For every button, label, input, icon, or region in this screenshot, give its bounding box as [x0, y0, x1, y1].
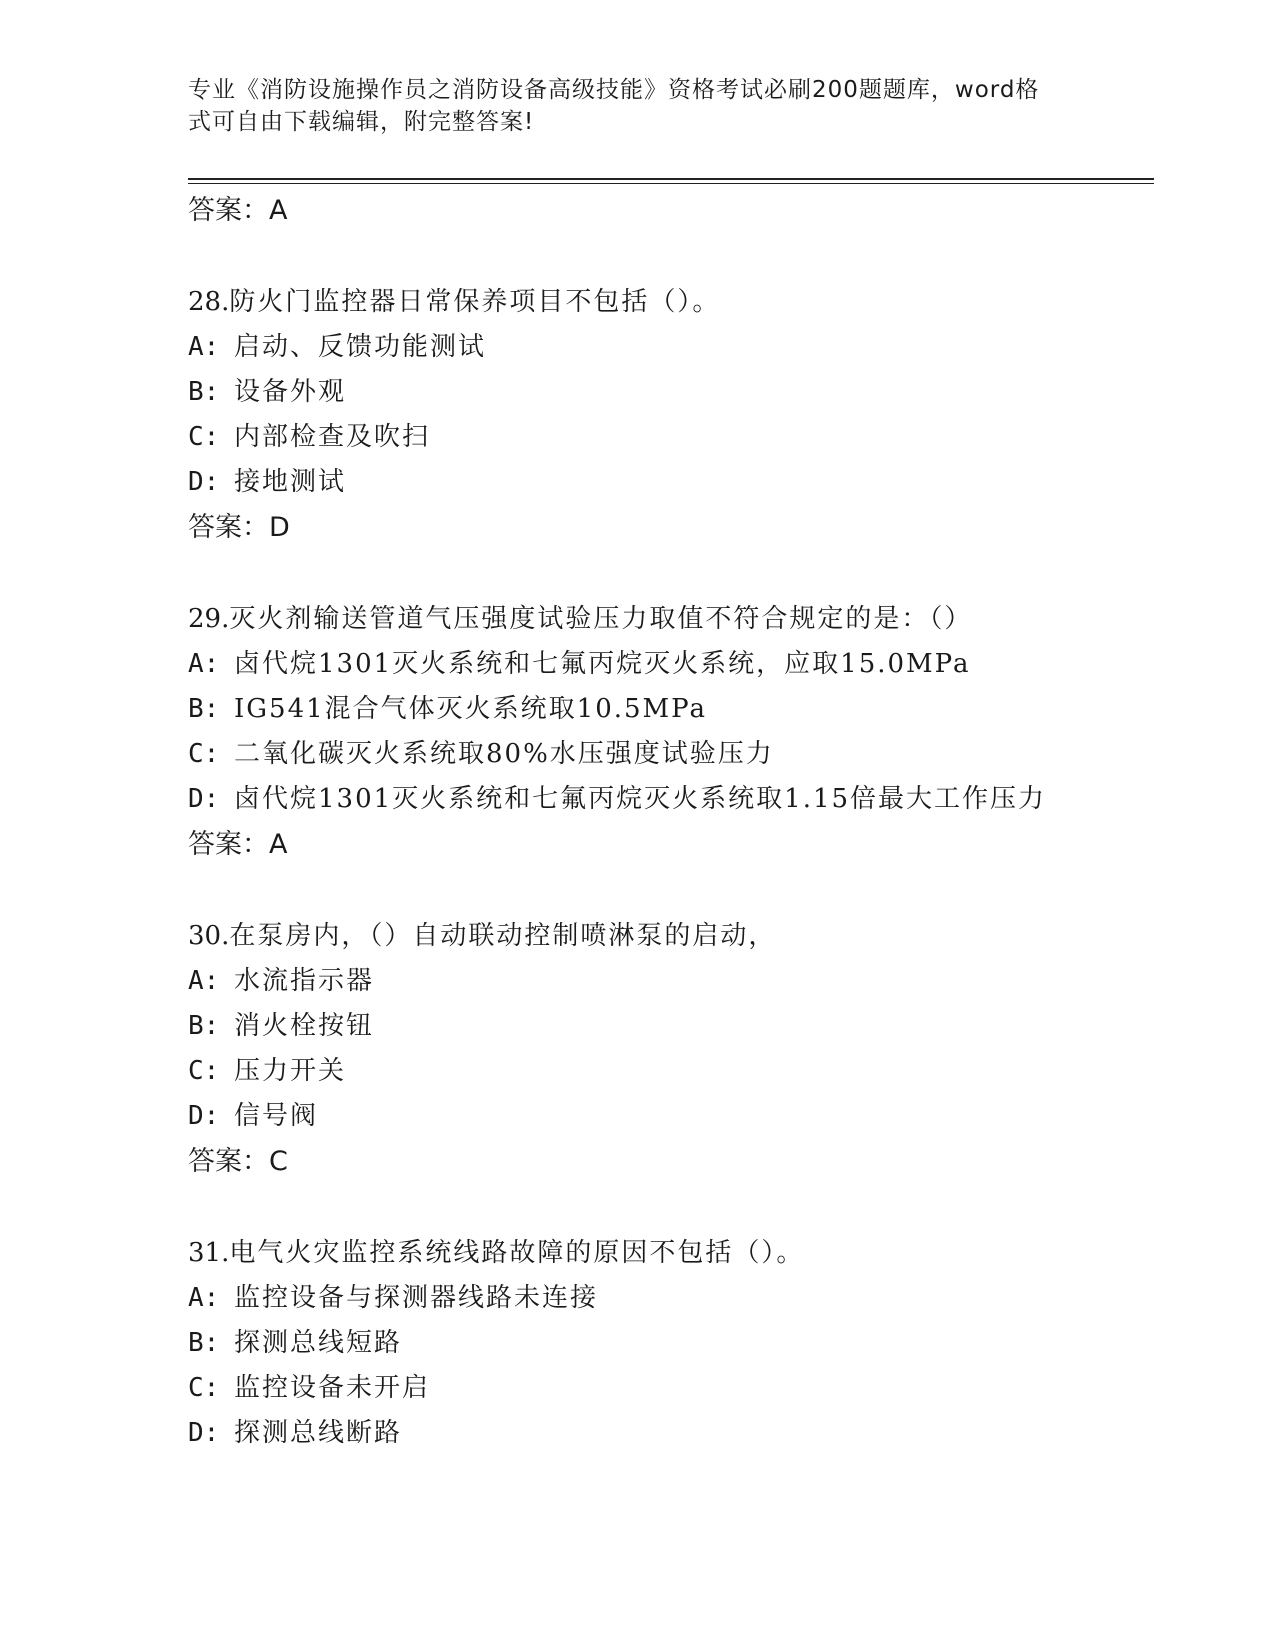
option-letter: D: [188, 784, 220, 814]
answer-line [188, 1139, 1148, 1184]
answer-prefix: 答案： [188, 1146, 269, 1177]
option-text: 探测总线短路 [234, 1328, 403, 1358]
option-letter: A: [188, 649, 220, 679]
option-line [188, 777, 1148, 822]
option-text: 设备外观 [234, 377, 347, 407]
option-text: 内部检查及吹扫 [234, 422, 431, 452]
header-line-2: 式可自由下载编辑，附完整答案! [188, 109, 535, 135]
option-text: 探测总线断路 [234, 1418, 403, 1448]
answer-prefix: 答案： [188, 195, 269, 226]
option-letter: B: [188, 377, 220, 407]
option-line [188, 959, 1148, 1004]
option-letter: D: [188, 467, 220, 497]
option-text: 卤代烷1301灭火系统和七氟丙烷灭火系统，应取15.0MPa [234, 649, 971, 679]
option-letter: D: [188, 1418, 220, 1448]
question-number: 31. [188, 1238, 230, 1268]
question-number: 28. [188, 287, 230, 317]
question-text: 电气火灾监控系统线路故障的原因不包括（）。 [229, 1238, 805, 1268]
spacer [188, 1184, 1148, 1231]
document-header [188, 74, 1068, 138]
option-letter: A: [188, 332, 220, 362]
option-text: 监控设备与探测器线路未连接 [234, 1283, 599, 1313]
answer-value: A [269, 195, 288, 226]
option-line [188, 1094, 1148, 1139]
spacer [188, 550, 1148, 597]
question-text: 防火门监控器日常保养项目不包括（）。 [229, 287, 721, 317]
spacer [188, 233, 1148, 280]
option-line [188, 1049, 1148, 1094]
option-letter: B: [188, 1011, 220, 1041]
option-text: 监控设备未开启 [234, 1373, 431, 1403]
option-line [188, 415, 1148, 460]
question-stem [188, 280, 1148, 325]
question-stem [188, 597, 1148, 642]
option-letter: C: [188, 739, 220, 769]
answer-value: C [269, 1146, 288, 1177]
question-number: 29. [188, 604, 230, 634]
option-line [188, 1321, 1148, 1366]
question-block [188, 280, 1148, 550]
option-letter: B: [188, 694, 220, 724]
option-letter: C: [188, 422, 220, 452]
option-text: 水流指示器 [234, 966, 375, 996]
option-letter: C: [188, 1056, 220, 1086]
option-line [188, 1004, 1148, 1049]
option-line [188, 1366, 1148, 1411]
option-text: 压力开关 [234, 1056, 347, 1086]
answer-line [188, 505, 1148, 550]
answer-prefix: 答案： [188, 512, 269, 543]
option-line [188, 460, 1148, 505]
question-stem [188, 1231, 1148, 1276]
option-letter: C: [188, 1373, 220, 1403]
question-text: 灭火剂输送管道气压强度试验压力取值不符合规定的是：（） [229, 604, 973, 634]
option-text: 二氧化碳灭火系统取80%水压强度试验压力 [234, 739, 774, 769]
option-line [188, 370, 1148, 415]
option-line [188, 1411, 1148, 1456]
question-stem [188, 914, 1148, 959]
header-divider-thick [188, 178, 1154, 180]
answer-value: D [269, 512, 290, 543]
question-block [188, 597, 1148, 867]
option-line [188, 687, 1148, 732]
question-list [188, 188, 1148, 1456]
question-text: 在泵房内，（）自动联动控制喷淋泵的启动， [229, 921, 777, 951]
option-letter: A: [188, 966, 220, 996]
question-block [188, 914, 1148, 1184]
answer-line [188, 188, 1148, 233]
option-text: 信号阀 [234, 1101, 319, 1131]
answer-line [188, 822, 1148, 867]
option-line [188, 732, 1148, 777]
option-letter: B: [188, 1328, 220, 1358]
option-text: 卤代烷1301灭火系统和七氟丙烷灭火系统取1.15倍最大工作压力 [234, 784, 1047, 814]
option-text: 启动、反馈功能测试 [234, 332, 487, 362]
option-letter: A: [188, 1283, 220, 1313]
answer-prefix: 答案： [188, 829, 269, 860]
spacer [188, 867, 1148, 914]
option-letter: D: [188, 1101, 220, 1131]
option-text: 接地测试 [234, 467, 347, 497]
question-number: 30. [188, 921, 230, 951]
option-line [188, 325, 1148, 370]
option-line [188, 1276, 1148, 1321]
header-divider-thin [188, 183, 1154, 184]
header-line-1: 专业《消防设施操作员之消防设备高级技能》资格考试必刷200题题库，word格 [188, 77, 1040, 103]
question-block [188, 1231, 1148, 1456]
option-text: 消火栓按钮 [234, 1011, 375, 1041]
answer-value: A [269, 829, 288, 860]
option-line [188, 642, 1148, 687]
option-text: IG541混合气体灭火系统取10.5MPa [234, 694, 708, 724]
